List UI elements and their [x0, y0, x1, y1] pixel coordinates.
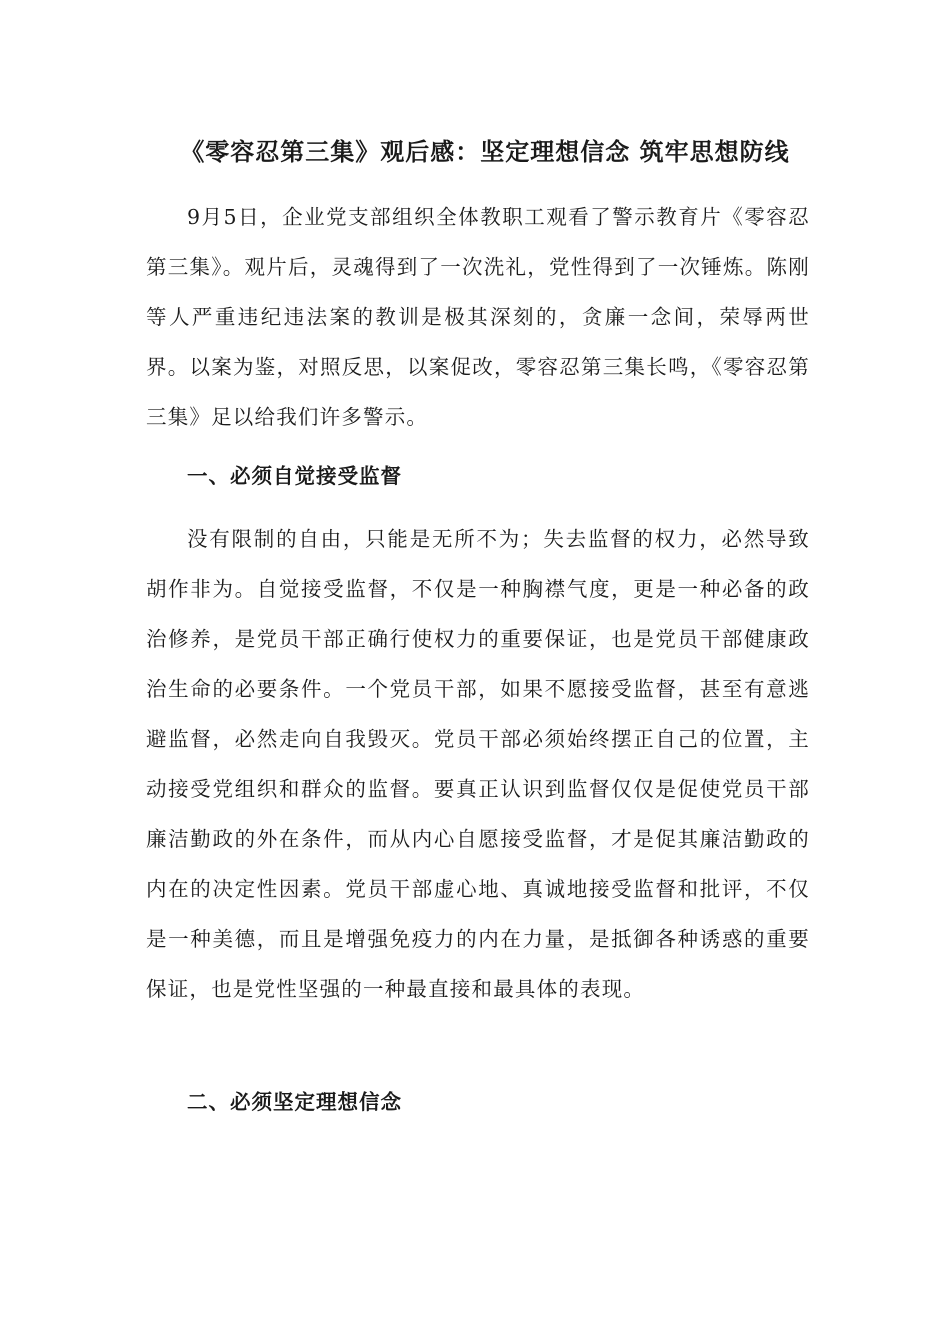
section-1-paragraph: 没有限制的自由，只能是无所不为；失去监督的权力，必然导致胡作非为。自觉接受监督，不仅是一种胸襟气度，更是一种必备的政治修养，是党员干部正确行使权力的重要保证，也是党员干部健康政治生命的必要条件。一个党员干部，如果不愿接受监督，甚至有意逃避监督，必然走向自我毁灭。党员干部必须始终摆正自己的位置，主动接受党组织和群众的监督。要真正认识到监督仅仅是促使党员干部廉洁勤政的外在条件，而从内心自愿接受监督，才是促其廉洁勤政的内在的决定性因素。党员干部虚心地、真诚地接受监督和批评，不仅是一种美德，而且是增强免疫力的内在力量，是抵御各种诱惑的重要保证，也是党性坚强的一种最直接和最具体的表现。 [146, 527, 810, 1001]
document-title: 《零容忍第三集》观后感：坚定理想信念 筑牢思想防线 [180, 137, 790, 166]
section-heading-1: 一、必须自觉接受监督 [187, 464, 402, 488]
intro-paragraph: 9月5日，企业党支部组织全体教职工观看了警示教育片《零容忍第三集》。观片后，灵魂得到了一次洗礼，党性得到了一次锤炼。陈刚等人严重违纪违法案的教训是极其深刻的，贪廉一念间，荣辱两世界。以案为鉴，对照反思，以案促改，零容忍第三集长鸣，《零容忍第三集》足以给我们许多警示。 [146, 205, 810, 429]
section-heading-2: 二、必须坚定理想信念 [187, 1090, 402, 1114]
